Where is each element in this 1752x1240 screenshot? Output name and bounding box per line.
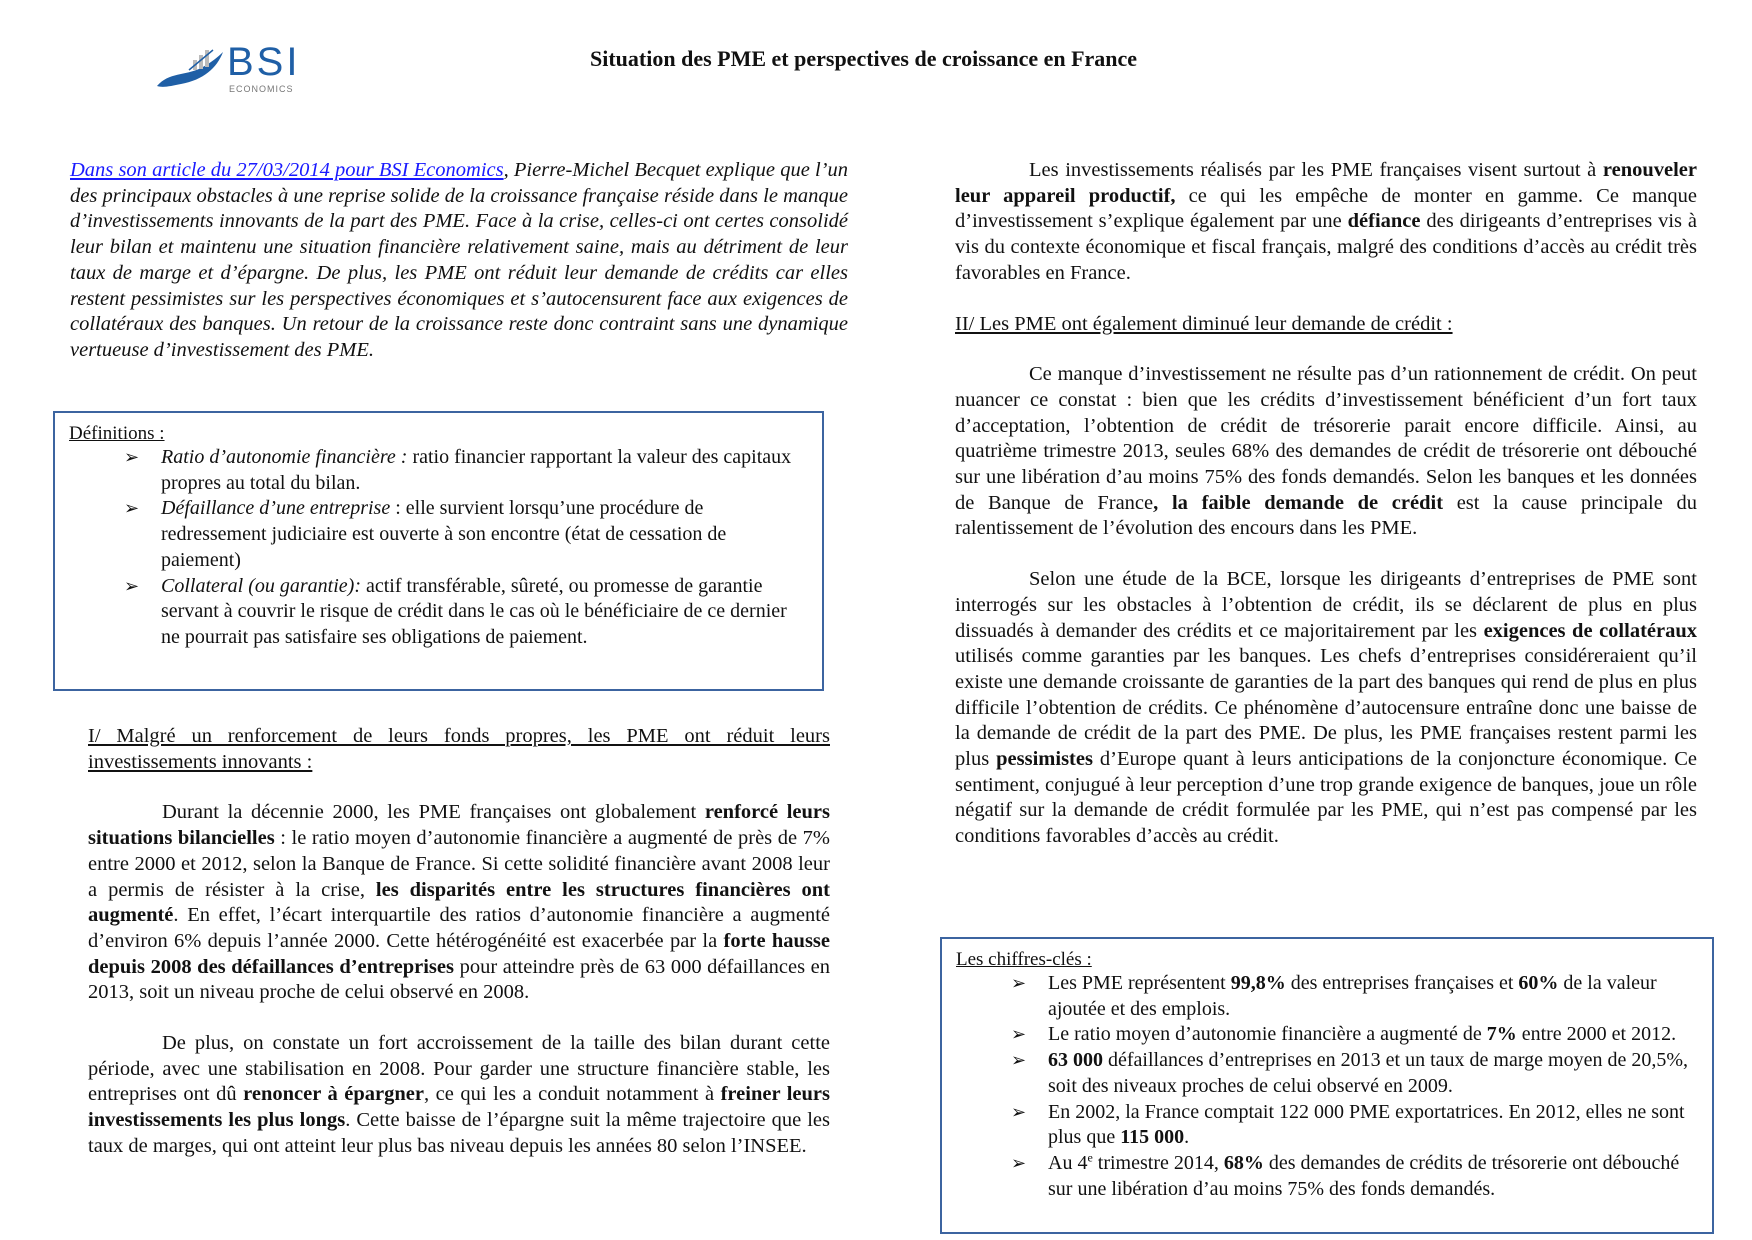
key-figure-item <box>956 1048 1698 1099</box>
definitions-list <box>69 445 808 651</box>
logo-text: BSI <box>227 40 301 84</box>
definition-term: Défaillance d’une entreprise <box>161 497 391 520</box>
emphasis: les disparités entre les structures financières ont augmenté <box>88 878 830 927</box>
article-link[interactable]: Dans son article du 27/03/2014 pour BSI Economics <box>70 159 504 181</box>
emphasis: renoncer à épargner <box>243 1083 424 1106</box>
text: : le ratio moyen d’autonomie financière a augmenté de près de 7% entre 2000 et 2012, selon la Banque de France. Si cette solidité financière avant 2008 leur a permis de résister à la crise, <box>88 827 830 901</box>
text: Les investissements réalisés par les PME françaises visent surtout à <box>1029 159 1603 181</box>
definitions-box <box>53 411 824 691</box>
text: trimestre 2014, <box>1092 1151 1224 1174</box>
section1-paragraph-2 <box>88 1031 830 1160</box>
hand-chart-icon <box>155 46 225 90</box>
text: utilisés comme garanties par les banques. Les chefs d’entreprises considéreraient qu’il existe une demande croissante de garanties de la part des banques qui rend de plus en plus difficile l’obtention de crédits. Ce phénomène d’autocensure entraîne donc une baisse de la demande de crédit de la part des PME. De plus, les PME françaises restent parmi les plus <box>955 645 1697 771</box>
right-column <box>955 158 1697 850</box>
section1-paragraph-1 <box>88 800 830 1006</box>
section2-title: II/ Les PME ont également diminué leur demande de crédit : <box>955 312 1453 335</box>
key-figure-item <box>956 1022 1698 1048</box>
right-paragraph-1 <box>955 158 1697 287</box>
emphasis: 115 000 <box>1120 1126 1185 1149</box>
text: pour atteindre près de 63 000 défaillances en 2013, soit un niveau proche de celui observé en 2008. <box>88 955 831 1004</box>
arrow-bullet-icon: ➢ <box>1011 1152 1027 1173</box>
emphasis: freiner leurs investissements les plus longs <box>88 1083 830 1132</box>
intro-paragraph <box>70 158 848 364</box>
arrow-bullet-icon: ➢ <box>1011 1024 1027 1045</box>
emphasis: 63 000 <box>1048 1049 1103 1072</box>
text: entre 2000 et 2012. <box>1516 1023 1677 1046</box>
text: . En effet, l’écart interquartile des ratios d’autonomie financière a augmenté d’environ 6% depuis l’année 2000. Cette hétérogénéité est exacerbée par la <box>88 904 830 952</box>
text: défaillances d’entreprises en 2013 et un taux de marge moyen de 20,5%, soit des niveaux proches de celui observé en 2009. <box>1048 1049 1688 1097</box>
text: Au 4 <box>1048 1151 1088 1174</box>
emphasis: renouveler leur appareil productif, <box>955 159 1697 207</box>
arrow-bullet-icon: ➢ <box>124 447 140 467</box>
intro-text: , Pierre-Michel Becquet explique que l’un des principaux obstacles à une reprise solide de la croissance française réside dans le manque d’investissements innovants de la part des PME. Face à la crise, celles-ci ont certes consolidé leur bilan et maintenu une situation financière relativement saine, mais au détriment de leur taux de marge et d’épargne. De plus, les PME ont réduit leur demande de crédits car elles restent pessimistes sur les perspectives économiques et s’autocensurent face aux exigences de collatéraux des banques. Un retour de la croissance reste donc contraint sans une dynamique vertueuse d’investissement des PME. <box>70 159 848 361</box>
text: de la valeur ajoutée et des emplois. <box>1048 972 1657 1020</box>
text: des dirigeants d’entreprises vis à vis du contexte économique et fiscal français, malgré des conditions d’accès au crédit très favorables en France. <box>955 210 1697 284</box>
text: Le ratio moyen d’autonomie financière a augmenté de <box>1048 1023 1487 1046</box>
text: Durant la décennie 2000, les PME françaises ont globalement <box>162 801 705 824</box>
text: Selon une étude de la BCE, lorsque les dirigeants d’entreprises de PME sont interrogés sur les obstacles à l’obtention de crédit, ils se déclarent de plus en plus dissuadés à demander des crédits et ce majoritairement par les <box>955 568 1697 642</box>
bsi-logo <box>155 42 305 98</box>
definition-item <box>69 574 808 651</box>
text: des entreprises françaises et <box>1285 972 1519 994</box>
definition-item <box>69 445 808 496</box>
text: . <box>1184 1126 1190 1149</box>
emphasis: 7% <box>1486 1023 1517 1046</box>
key-figures-heading: Les chiffres-clés : <box>956 949 1092 970</box>
document-title: Situation des PME et perspectives de croissance en France <box>590 46 1138 71</box>
key-figure-item <box>956 971 1698 1022</box>
text: d’Europe quant à leurs anticipations de la conjoncture économique. Ce sentiment, conjugué à leur perception d’une trop grande exigence de banques, joue un rôle négatif sur la demande de crédit formulée par les PME, qui n’est pas compensé par les conditions favorables d’accès au crédit. <box>955 748 1697 848</box>
emphasis: exigences de collatéraux <box>1483 619 1697 642</box>
key-figure-item <box>956 1151 1698 1202</box>
text: est la cause principale du ralentissement de l’évolution des encours dans les PME. <box>955 491 1697 540</box>
definitions-heading: Définitions : <box>69 423 165 444</box>
emphasis: 60% <box>1518 972 1559 994</box>
definition-text: ratio financier rapportant la valeur des capitaux propres au total du bilan. <box>161 446 792 494</box>
logo-subtext: ECONOMICS <box>229 84 294 94</box>
emphasis: 99,8% <box>1230 972 1286 994</box>
text: ce qui les empêche de monter en gamme. Ce manque d’investissement s’explique également par une <box>955 184 1697 233</box>
definition-text: : elle survient lorsqu’une procédure de redressement judiciaire est ouverte à son encontre (état de cessation de paiement) <box>161 497 727 571</box>
emphasis: renforcé leurs situations bilancielles <box>88 801 830 850</box>
text: des demandes de crédits de trésorerie ont débouché sur une libération d’au moins 75% des fonds demandés. <box>1048 1151 1680 1200</box>
section2-paragraph-1 <box>955 362 1697 542</box>
arrow-bullet-icon: ➢ <box>1011 1050 1027 1071</box>
emphasis: forte hausse depuis 2008 des défaillances d’entreprises <box>88 929 830 978</box>
definition-item <box>69 496 808 573</box>
emphasis: défiance <box>1347 210 1421 233</box>
definition-term: Ratio d’autonomie financière : <box>161 446 408 468</box>
text: Les PME représentent <box>1048 972 1231 994</box>
text: En 2002, la France comptait 122 000 PME exportatrices. En 2012, elles ne sont plus que <box>1048 1100 1685 1149</box>
key-figures-list <box>956 971 1698 1202</box>
text: , ce qui les a conduit notamment à <box>424 1083 721 1106</box>
definition-text: actif transférable, sûreté, ou promesse de garantie servant à couvrir le risque de crédit dans le cas où le bénéficiaire de ce dernier ne pourrait pas satisfaire ses obligations de paiement. <box>161 574 787 648</box>
arrow-bullet-icon: ➢ <box>1011 973 1027 993</box>
key-figure-item <box>956 1100 1698 1151</box>
left-column <box>88 724 830 1160</box>
emphasis: pessimistes <box>996 748 1093 771</box>
definition-term: Collateral (ou garantie): <box>161 574 361 597</box>
section2-paragraph-2 <box>955 567 1697 850</box>
text: Ce manque d’investissement ne résulte pas d’un rationnement de crédit. On peut nuancer ce constat : bien que les crédits d’investissement bénéficient d’un fort taux d’acceptation, l’obtention de crédit de trésorerie parait encore difficile. Ainsi, au quatrième trimestre 2013, seules 68% des demandes de crédit de trésorerie ont débouché sur une libération d’au moins 75% des fonds demandés. Selon les banques et les données de Banque de France <box>955 363 1697 514</box>
key-figures-box <box>940 937 1714 1234</box>
arrow-bullet-icon: ➢ <box>124 498 140 519</box>
arrow-bullet-icon: ➢ <box>1011 1101 1027 1122</box>
arrow-bullet-icon: ➢ <box>124 575 140 596</box>
superscript: e <box>1087 1150 1093 1165</box>
text: De plus, on constate un fort accroissement de la taille des bilan durant cette période, avec une stabilisation en 2008. Pour garder une structure financière stable, les entreprises ont dû <box>88 1032 830 1106</box>
section1-title: I/ Malgré un renforcement de leurs fonds propres, les PME ont réduit leurs investissements innovants : <box>88 725 830 773</box>
emphasis: , la faible demande de crédit <box>1153 491 1444 514</box>
emphasis: 68% <box>1223 1151 1264 1174</box>
text: . Cette baisse de l’épargne suit la même trajectoire que les taux de marges, qui ont atteint leur plus bas niveau depuis les années 80 selon l’INSEE. <box>88 1109 830 1157</box>
